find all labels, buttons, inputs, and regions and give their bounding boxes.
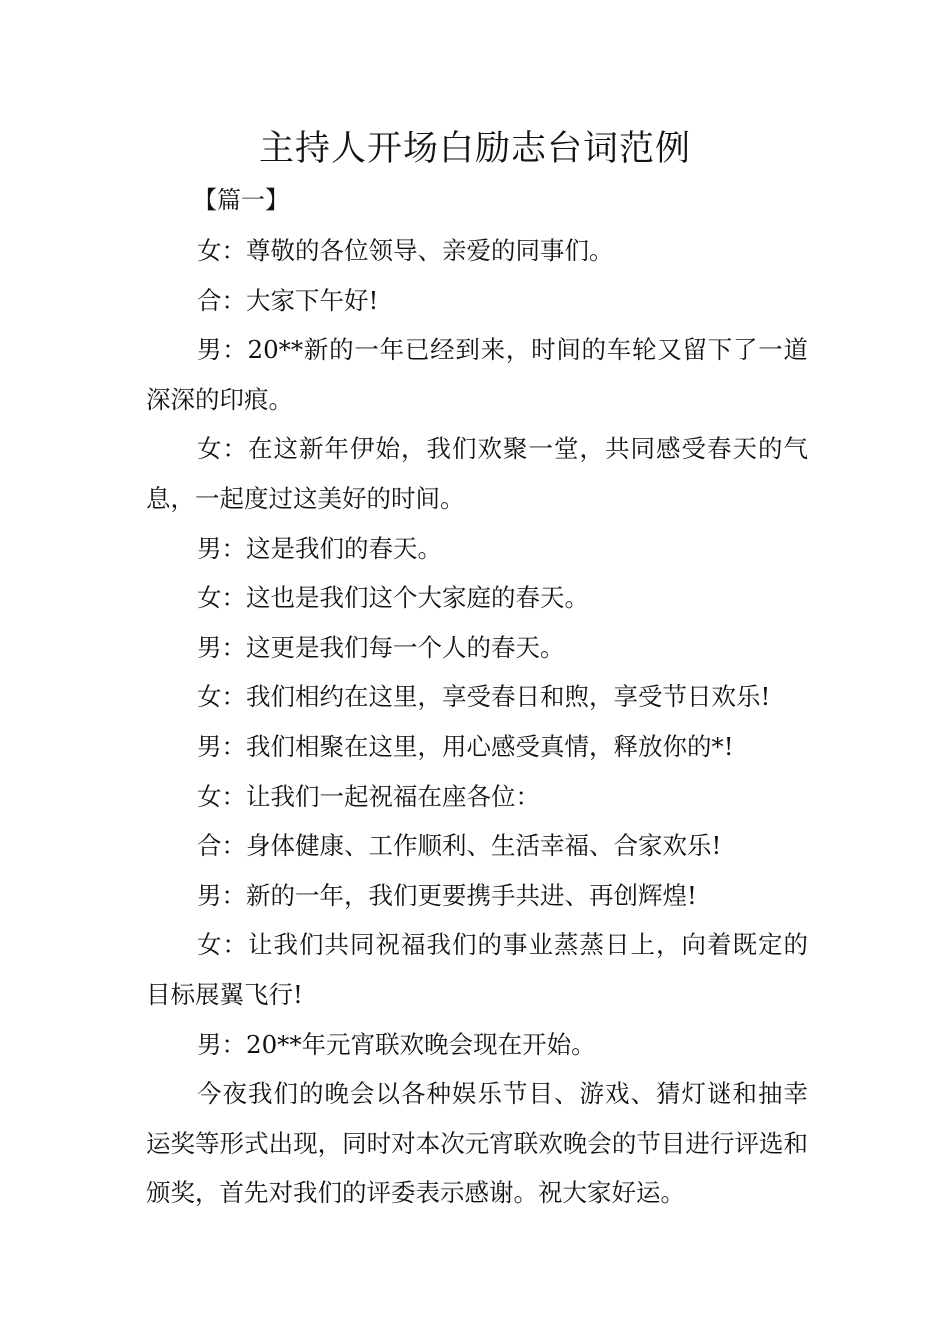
paragraph: 女：让我们共同祝福我们的事业蒸蒸日上，向着既定的目标展翼飞行! (146, 930, 808, 1009)
paragraph: 女：让我们一起祝福在座各位： (197, 781, 540, 811)
document-title: 主持人开场白励志台词范例 (258, 129, 691, 169)
paragraph: 男：20**新的一年已经到来，时间的车轮又留下了一道深深的印痕。 (146, 335, 808, 414)
paragraph: 男：20**年元宵联欢晚会现在开始。 (197, 1029, 596, 1059)
paragraph: 今夜我们的晚会以各种娱乐节目、游戏、猜灯谜和抽幸运奖等形式出现，同时对本次元宵联欢晚会的节目进行评选和颁奖，首先对我们的评委表示感谢。祝大家好运。 (146, 1079, 808, 1208)
paragraph: 女：这也是我们这个大家庭的春天。 (197, 583, 589, 613)
paragraph: 女：在这新年伊始，我们欢聚一堂，共同感受春天的气息，一起度过这美好的时间。 (146, 434, 808, 513)
section-heading: 【篇一】 (193, 186, 289, 214)
paragraph: 男：这是我们的春天。 (197, 533, 442, 563)
paragraph: 男：我们相聚在这里，用心感受真情，释放你的*! (197, 731, 734, 761)
paragraph: 男：新的一年，我们更要携手共进、再创辉煌! (197, 880, 697, 910)
paragraph: 男：这更是我们每一个人的春天。 (197, 632, 565, 662)
paragraph: 合：大家下午好! (197, 285, 379, 315)
paragraph: 女：尊敬的各位领导、亲爱的同事们。 (197, 236, 614, 265)
paragraph: 合：身体健康、工作顺利、生活幸福、合家欢乐! (197, 831, 722, 861)
paragraph: 女：我们相约在这里，享受春日和煦，享受节日欢乐! (197, 682, 771, 712)
document-body (146, 226, 808, 1218)
